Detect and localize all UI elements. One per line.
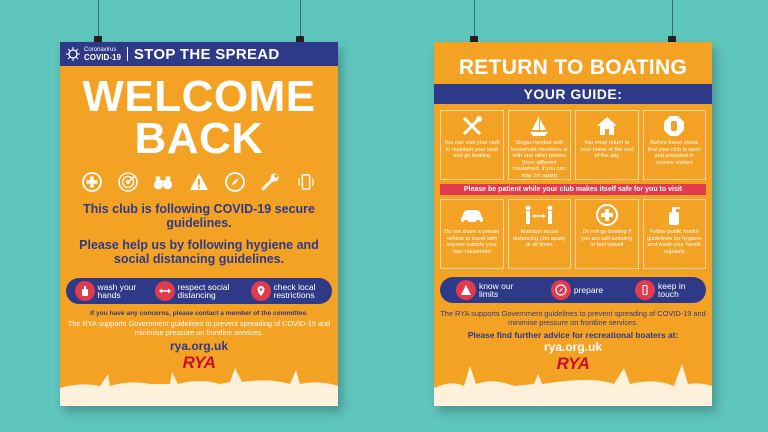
guide-cell [508, 199, 572, 269]
stop-the-spread-banner [60, 42, 338, 66]
stop-hand-icon [663, 115, 685, 137]
sanitiser-icon [663, 204, 685, 226]
phone-icon [296, 172, 316, 192]
guide-text: You must return to your home at the end of the day [580, 140, 634, 159]
guide-cell [440, 110, 504, 180]
harbour-skyline [60, 354, 338, 406]
guide-text: Single-handed with household members or with one other person (from different household, if you can stay 2m apart) [510, 140, 568, 179]
activity-icons [60, 172, 338, 192]
step-label: wash your hands [97, 282, 137, 300]
your-guide-banner: YOUR GUIDE: [434, 84, 712, 104]
guide-cell [575, 199, 639, 269]
patience-banner: Please be patient while your club makes itself safe for you to visit [440, 184, 706, 195]
location-icon [251, 281, 271, 301]
hand-wash-icon [75, 281, 95, 301]
first-aid-icon [82, 172, 102, 192]
step-label: respect social distancing [177, 282, 230, 300]
guide-cell [643, 110, 707, 180]
headline [60, 72, 338, 163]
home-icon [596, 115, 618, 137]
compass-icon [225, 172, 245, 192]
guide-text: Maintain social distancing (2m apart) at all times [512, 229, 566, 248]
step-label: keep in touch [658, 281, 686, 299]
step-prepare [551, 280, 603, 300]
binoculars-icon [153, 172, 173, 192]
guide-cell [440, 199, 504, 269]
safety-steps-bar [66, 278, 332, 304]
rya-support-text: The RYA supports Government guidelines to prevent spreading of COVID-19 and minimise pressure on frontline services. [67, 319, 331, 337]
website-url: rya.org.uk [543, 340, 603, 354]
step-know-limits [456, 280, 519, 300]
concerns-text: If you have any concerns, please contact a member of the committee. [90, 310, 308, 317]
guide-text: Do not go boating if you are self-isolating or feel unwell [581, 229, 633, 248]
secure-guidelines-message: This club is following COVID-19 secure guidelines. [83, 202, 315, 230]
hanging-wire [98, 0, 99, 40]
step-label: know our limits [478, 281, 514, 299]
banner-title: STOP THE SPREAD [133, 45, 280, 63]
distancing-icon [524, 204, 554, 226]
guide-row-2 [434, 199, 712, 269]
further-advice-text: Please find further advice for recreational boaters at: [467, 330, 679, 340]
first-aid-icon [596, 204, 618, 226]
hanging-wire [474, 0, 475, 40]
step-label: prepare [573, 285, 604, 295]
hygiene-message: Please help us by following hygiene and social distancing guidelines. [79, 238, 319, 266]
guide-cell [575, 110, 639, 180]
headline-line2: BACK [134, 114, 264, 163]
harbour-skyline [434, 354, 712, 406]
step-local-restrictions [251, 281, 324, 301]
warning-icon [189, 172, 209, 192]
guide-row-1 [434, 104, 712, 180]
warning-icon [456, 280, 476, 300]
distance-icon [155, 281, 175, 301]
step-label: check local restrictions [273, 282, 316, 300]
sailboat-icon [528, 115, 550, 137]
step-wash-hands [75, 281, 138, 301]
tools-icon [461, 115, 483, 137]
guide-cell [643, 199, 707, 269]
hanging-wire [300, 0, 301, 40]
guide-text: You can visit your club to maintain your boat and go boating [444, 140, 500, 159]
wrench-icon [260, 172, 280, 192]
guide-text: Before travel check that your club is open and prepared to receive visitors [647, 140, 701, 166]
car-icon [459, 204, 485, 226]
rya-logo: RYA [182, 353, 216, 372]
boating-steps-bar [440, 277, 706, 303]
step-keep-in-touch [635, 280, 690, 300]
rya-logo: RYA [556, 354, 590, 373]
rya-support-text: The RYA supports Government guidelines to prevent spreading of COVID-19 and minimise pressure on frontline services. [440, 309, 706, 327]
coronavirus-label: Coronavirus [84, 47, 117, 53]
virus-icon [66, 47, 80, 61]
guide-cell [508, 110, 572, 180]
guide-text: Do not share a private vehicle to travel with anyone outside your own household [444, 229, 500, 255]
hanging-wire [672, 0, 673, 40]
welcome-back-poster [60, 42, 338, 406]
compass-icon [551, 280, 571, 300]
guide-text: Follow public health guidelines for hygiene and wash your hands regularly [647, 229, 702, 255]
website-url: rya.org.uk [169, 339, 229, 353]
step-social-distancing [155, 281, 234, 301]
return-to-boating-poster [434, 42, 712, 406]
headline-line1: WELCOME [82, 72, 316, 121]
poster-title: RETURN TO BOATING [458, 56, 688, 79]
phone-icon [635, 280, 655, 300]
covid-label: COVID-19 [84, 53, 121, 62]
radar-icon [118, 172, 138, 192]
